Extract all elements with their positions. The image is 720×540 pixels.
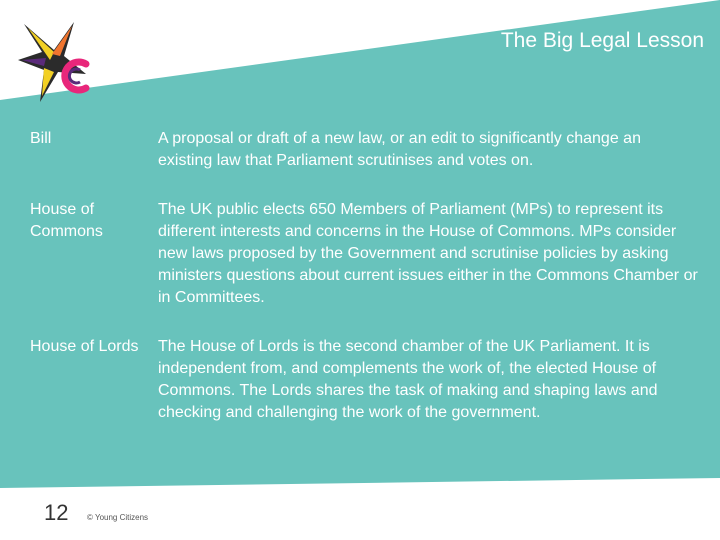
term-house-of-commons: House of Commons xyxy=(30,201,103,240)
footer-credit: © Young Citizens xyxy=(87,513,149,522)
term-bill: Bill xyxy=(30,130,52,147)
definition-house-of-lords: The House of Lords is the second chamber of the UK Parliament. It is independent from, and complements the work of, the elected House of Commons. The Lords shares the task of making and shaping laws and checking and challenging the work of the government. xyxy=(158,338,658,421)
definition-house-of-commons: The UK public elects 650 Members of Parliament (MPs) to represent its different interests and concerns in the House of Commons. MPs consider new laws proposed by the Government and scrutinise policies by asking ministers questions about current issues either in the Commons Chamber or in Committees. xyxy=(158,201,698,306)
slide-title: The Big Legal Lesson xyxy=(500,29,704,52)
page-number: 12 xyxy=(44,500,69,525)
term-house-of-lords: House of Lords xyxy=(30,338,139,355)
young-citizens-logo-icon xyxy=(14,16,100,106)
definition-bill: A proposal or draft of a new law, or an edit to significantly change an existing law that Parliament scrutinises and votes on. xyxy=(158,130,641,169)
